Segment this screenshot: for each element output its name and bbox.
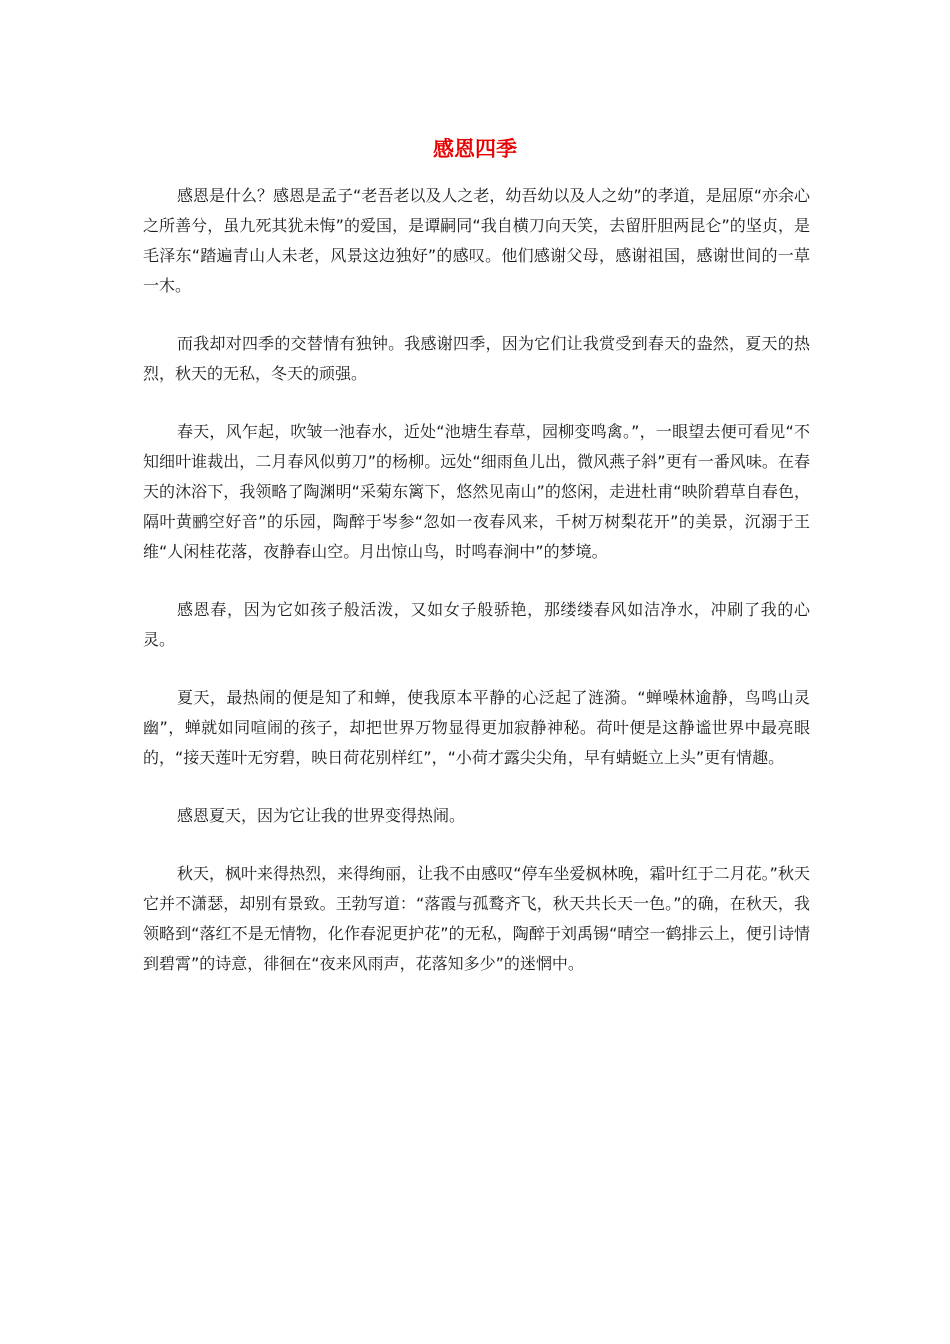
document-body: [143, 181, 810, 1007]
paragraph-5: 夏天，最热闹的便是知了和蝉，使我原本平静的心泛起了涟漪。“蝉噪林逾静，鸟鸣山灵幽”，蝉就如同喧闹的孩子，却把世界万物显得更加寂静神秘。荷叶便是这静谧世界中最亮眼的，“接天莲叶无穷碧，映日荷花别样红”，“小荷才露尖尖角，早有蜻蜓立上头”更有情趣。: [143, 688, 810, 767]
paragraph-2: 而我却对四季的交替情有独钟。我感谢四季，因为它们让我赏受到春天的盎然，夏天的热烈，秋天的无私，冬天的顽强。: [143, 334, 810, 383]
document-title: 感恩四季: [433, 137, 517, 161]
paragraph-4: 感恩春，因为它如孩子般活泼，又如女子般骄艳，那缕缕春风如洁净水，冲刷了我的心灵。: [143, 600, 810, 649]
paragraph-7: 秋天，枫叶来得热烈，来得绚丽，让我不由感叹“停车坐爱枫林晚，霜叶红于二月花。”秋天它并不潇瑟，却别有景致。王勃写道：“落霞与孤鹜齐飞，秋天共长天一色。”的确，在秋天，我领略到“落红不是无情物，化作春泥更护花”的无私，陶醉于刘禹锡“晴空一鹤排云上，便引诗情到碧霄”的诗意，徘徊在“夜来风雨声，花落知多少”的迷惘中。: [143, 864, 810, 973]
paragraph-1: 感恩是什么？感恩是孟子“老吾老以及人之老，幼吾幼以及人之幼”的孝道，是屈原“亦余心之所善兮，虽九死其犹未悔”的爱国，是谭嗣同“我自横刀向天笑，去留肝胆两昆仑”的坚贞，是毛泽东“踏遍青山人未老，风景这边独好”的感叹。他们感谢父母，感谢祖国，感谢世间的一草一木。: [143, 186, 810, 295]
paragraph-6: 感恩夏天，因为它让我的世界变得热闹。: [177, 806, 466, 825]
paragraph-3: 春天，风乍起，吹皱一池春水，近处“池塘生春草，园柳变鸣禽。”，一眼望去便可看见“不知细叶谁裁出，二月春风似剪刀”的杨柳。远处“细雨鱼儿出，微风燕子斜”更有一番风味。在春天的沐浴下，我领略了陶渊明“采菊东篱下，悠然见南山”的悠闲，走进杜甫“映阶碧草自春色，隔叶黄鹂空好音”的乐园，陶醉于岑参“忽如一夜春风来，千树万树梨花开”的美景，沉溺于王维“人闲桂花落，夜静春山空。月出惊山鸟，时鸣春涧中”的梦境。: [143, 422, 810, 561]
